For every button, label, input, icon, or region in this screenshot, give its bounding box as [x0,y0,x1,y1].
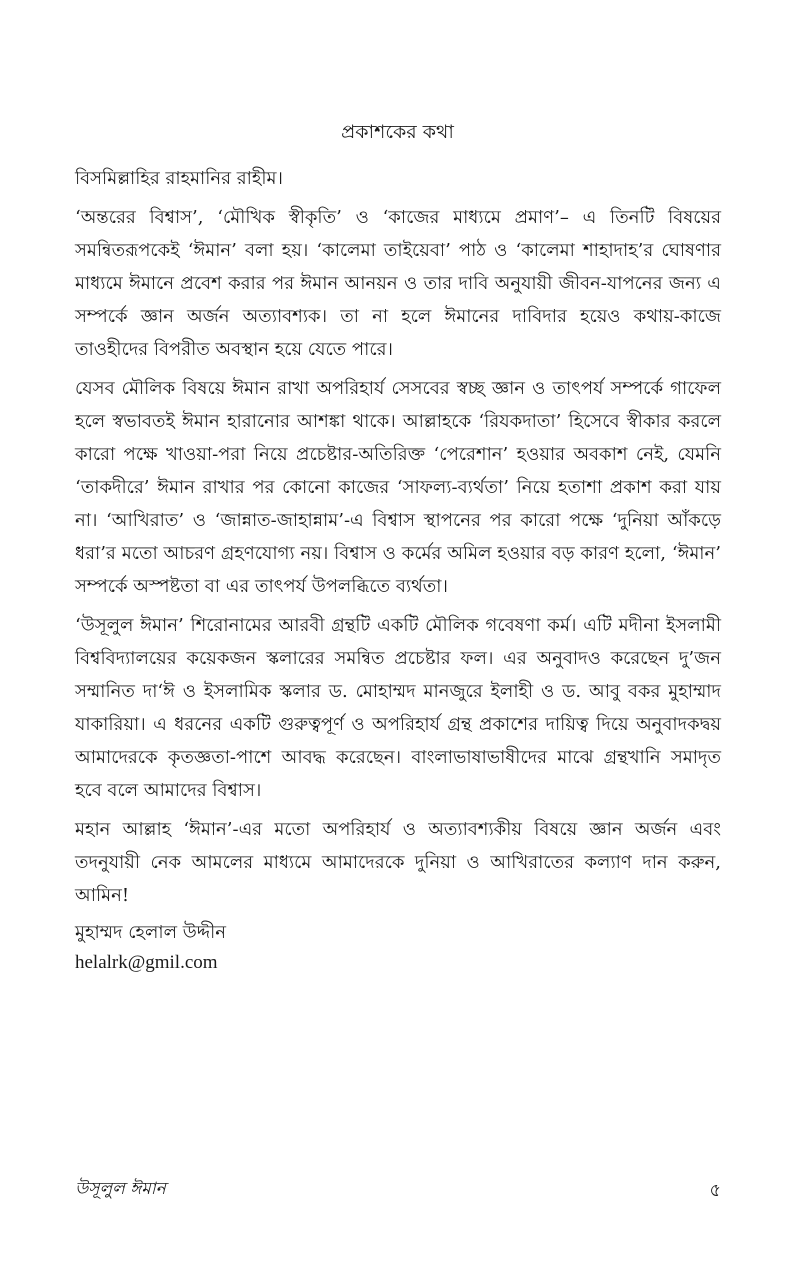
publisher-signature [75,918,226,978]
page-title: প্রকাশকের কথা [341,121,454,143]
running-footer-title: উসূলুল ঈমান [75,1179,166,1199]
paragraph-book-intro: ‘উসূলুল ঈমান’ শিরোনামের আরবী গ্রন্থটি একটি মৌলিক গবেষণা কর্ম। এটি মদীনা ইসলামী বিশ্ববিদ্যালয়ের কয়েকজন স্কলারের সমন্বিত প্রচেষ্টার ফল। এর অনুবাদও করেছেন দু’জন সম্মানিত দা‘ঈ ও ইসলামিক স্কলার ড. মোহাম্মদ মানজুরে ইলাহী ও ড. আবু বকর মুহাম্মাদ যাকারিয়া। এ ধরনের একটি গুরুত্বপূর্ণ ও অপরিহার্য গ্রন্থ প্রকাশের দায়িত্ব দিয়ে অনুবাদকদ্বয় আমাদেরকে কৃতজ্ঞতা-পাশে আবদ্ধ করেছেন। বাংলাভাষাভাষীদের মাঝে গ্রন্থখানি সমাদৃত হবে বলে আমাদের বিশ্বাস। [75,615,721,801]
paragraph-iman-definition: ‘অন্তরের বিশ্বাস’, ‘মৌখিক স্বীকৃতি’ ও ‘কাজের মাধ্যমে প্রমাণ’– এ তিনটি বিষয়ের সমন্বিতরূপকেই ‘ঈমান’ বলা হয়। ‘কালেমা তাইয়েবা’ পাঠ ও ‘কালেমা শাহাদাহ’র ঘোষণার মাধ্যমে ঈমানে প্রবেশ করার পর ঈমান আনয়ন ও তার দাবি অনুযায়ী জীবন-যাপনের জন্য এ সম্পর্কে জ্ঞান অর্জন অত্যাবশ্যক। তা না হলে ঈমানের দাবিদার হয়েও কথায়-কাজে তাওহীদের বিপরীত অবস্থান হয়ে যেতে পারে। [75,207,721,360]
paragraph-prayer: মহান আল্লাহ ‘ঈমান’-এর মতো অপরিহার্য ও অত্যাবশ্যকীয় বিষয়ে জ্ঞান অর্জন এবং তদনুযায়ী নেক আমলের মাধ্যমে আমাদেরকে দুনিয়া ও আখিরাতের কল্যাণ দান করুন, আমিন! [75,819,721,906]
preface-body [75,162,721,918]
publisher-email: helalrk@gmil.com [75,952,218,973]
page-number: ৫ [709,1180,721,1201]
paragraph-bismillah: বিসমিল্লাহির রাহমানির রাহীম। [75,168,283,189]
publisher-name: মুহাম্মদ হেলাল উদ্দীন [75,922,226,943]
paragraph-iman-importance: যেসব মৌলিক বিষয়ে ঈমান রাখা অপরিহার্য সেসবের স্বচ্ছ জ্ঞান ও তাৎপর্য সম্পর্কে গাফেল হলে স্বভাবতই ঈমান হারানোর আশঙ্কা থাকে। আল্লাহকে ‘রিযকদাতা’ হিসেবে স্বীকার করলে কারো পক্ষে খাওয়া-পরা নিয়ে প্রচেষ্টার-অতিরিক্ত ‘পেরেশান’ হওয়ার অবকাশ নেই, যেমনি ‘তাকদীরে’ ঈমান রাখার পর কোনো কাজের ‘সাফল্য-ব্যর্থতা’ নিয়ে হতাশা প্রকাশ করা যায় না। ‘আখিরাত’ ও ‘জান্নাত-জাহান্নাম’-এ বিশ্বাস স্থাপনের পর কারো পক্ষে ‘দুনিয়া আঁকড়ে ধরা’র মতো আচরণ গ্রহণযোগ্য নয়। বিশ্বাস ও কর্মের অমিল হওয়ার বড় কারণ হলো, ‘ঈমান’ সম্পর্কে অস্পষ্টতা বা এর তাৎপর্য উপলব্ধিতে ব্যর্থতা। [75,378,721,597]
